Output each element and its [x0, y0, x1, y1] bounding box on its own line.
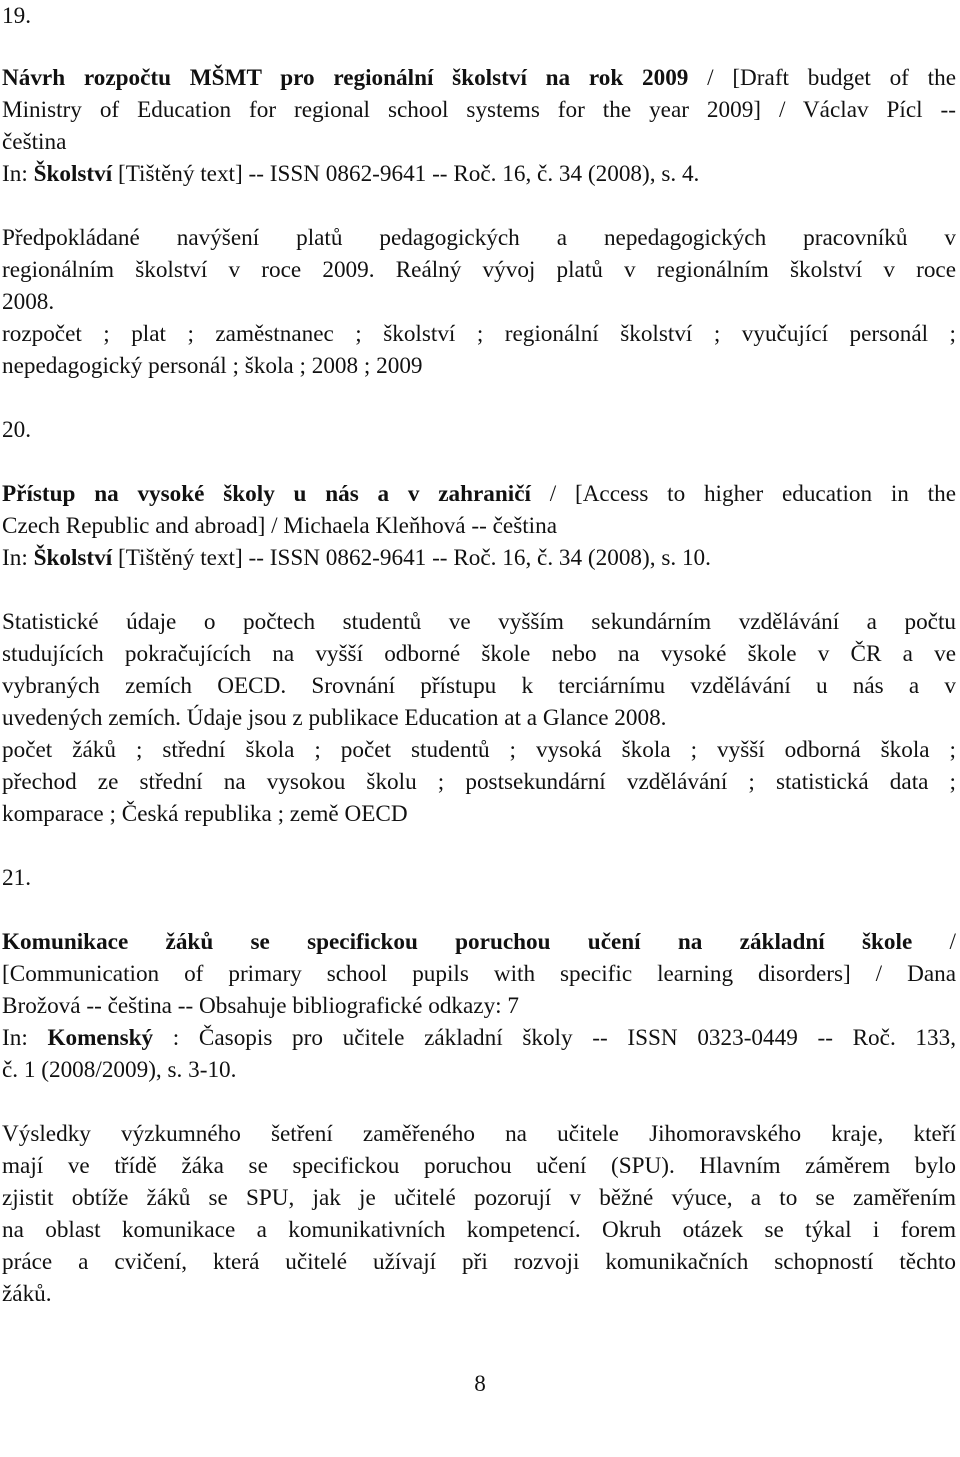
source-journal: Školství	[33, 545, 113, 571]
source-prefix: In:	[2, 1025, 48, 1051]
abstract-line: Předpokládané navýšení platů pedagogických a nepedagogických pracovníků v	[2, 225, 956, 251]
entry-title	[2, 926, 956, 958]
source-details: [Tištěný text] -- ISSN 0862-9641 -- Roč. 16, č. 34 (2008), s. 10.	[112, 545, 711, 571]
abstract-line: vybraných zemích OECD. Srovnání přístupu k terciárnímu vzdělávání u nás a v	[2, 673, 956, 699]
entry-title-bold: Komunikace žáků se specifickou poruchou učení na základní škole	[2, 929, 913, 955]
abstract-line: 2008.	[2, 289, 55, 315]
keywords-line: rozpočet ; plat ; zaměstnanec ; školství ; regionální školství ; vyučující personál ;	[2, 321, 956, 347]
keywords-line: počet žáků ; střední škola ; počet studentů ; vysoká škola ; vyšší odborná škola ;	[2, 737, 956, 763]
abstract-line: na oblast komunikace a komunikativních kompetencí. Okruh otázek se týkal i forem	[2, 1217, 956, 1243]
entry-number: 21.	[2, 865, 31, 891]
page-number: 8	[474, 1371, 486, 1397]
entry-source-line: č. 1 (2008/2009), s. 3-10.	[2, 1057, 237, 1083]
entry-title-line: čeština	[2, 129, 67, 155]
entry-title-bold: Návrh rozpočtu MŠMT pro regionální školství na rok 2009	[2, 65, 689, 91]
entry-title-rest: /	[912, 929, 956, 955]
abstract-line: Výsledky výzkumného šetření zaměřeného na učitele Jihomoravského kraje, kteří	[2, 1121, 956, 1147]
source-prefix: In:	[2, 545, 34, 571]
entry-source	[2, 542, 711, 574]
entry-title	[2, 478, 956, 510]
entry-title-line: Brožová -- čeština -- Obsahuje bibliografické odkazy: 7	[2, 993, 520, 1019]
keywords-line: komparace ; Česká republika ; země OECD	[2, 801, 408, 827]
entry-number: 19.	[2, 3, 31, 29]
source-details: [Tištěný text] -- ISSN 0862-9641 -- Roč. 16, č. 34 (2008), s. 4.	[112, 161, 700, 187]
source-journal: Komenský	[47, 1025, 154, 1051]
abstract-line: regionálním školství v roce 2009. Reálný vývoj platů v regionálním školství v roce	[2, 257, 956, 283]
entry-title-bold: Přístup na vysoké školy u nás a v zahraničí	[2, 481, 531, 507]
entry-title	[2, 62, 956, 94]
source-journal: Školství	[33, 161, 113, 187]
keywords-line: nepedagogický personál ; škola ; 2008 ; 2009	[2, 353, 423, 379]
abstract-line: Statistické údaje o počtech studentů ve vyšším sekundárním vzdělávání a počtu	[2, 609, 956, 635]
entry-title-line: [Communication of primary school pupils with specific learning disorders] / Dana	[2, 961, 956, 987]
abstract-line: zjistit obtíže žáků se SPU, jak je učitelé pozorují v běžné výuce, a to se zaměřením	[2, 1185, 956, 1211]
abstract-line: studujících pokračujících na vyšší odborné škole nebo na vysoké škole v ČR a ve	[2, 641, 956, 667]
source-details: : Časopis pro učitele základní školy -- ISSN 0323-0449 -- Roč. 133,	[153, 1025, 956, 1051]
abstract-line: žáků.	[2, 1281, 52, 1307]
keywords-line: přechod ze střední na vysokou školu ; postsekundární vzdělávání ; statistická data ;	[2, 769, 956, 795]
entry-title-rest: / [Access to higher education in the	[530, 481, 956, 507]
abstract-line: mají ve třídě žáka se specifickou poruchou učení (SPU). Hlavním záměrem bylo	[2, 1153, 956, 1179]
entry-title-rest: / [Draft budget of the	[688, 65, 956, 91]
entry-source	[2, 158, 699, 190]
entry-title-line: Czech Republic and abroad] / Michaela Kleňhová -- čeština	[2, 513, 557, 539]
source-prefix: In:	[2, 161, 34, 187]
entry-number: 20.	[2, 417, 31, 443]
abstract-line: uvedených zemích. Údaje jsou z publikace Education at a Glance 2008.	[2, 705, 667, 731]
abstract-line: práce a cvičení, která učitelé užívají při rozvoji komunikačních schopností těchto	[2, 1249, 956, 1275]
entry-title-line: Ministry of Education for regional school systems for the year 2009] / Václav Pícl --	[2, 97, 956, 123]
entry-source	[2, 1022, 956, 1054]
